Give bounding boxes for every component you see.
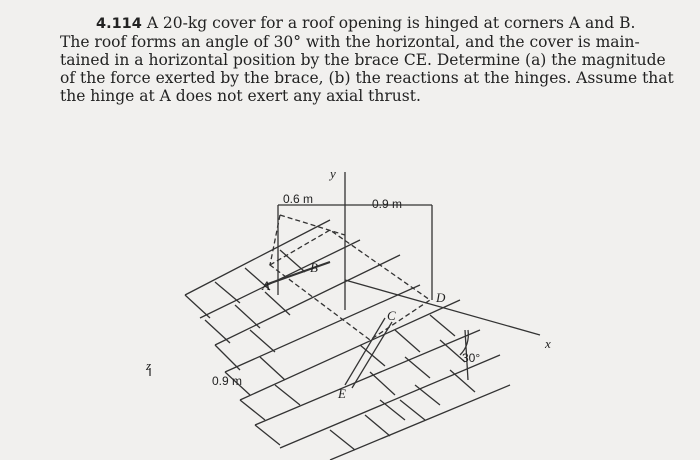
point-e-label: E xyxy=(338,386,346,401)
problem-line-3: tained in a horizontal position by the brace CE. Determine (a) the magnitude xyxy=(60,51,666,69)
x-axis xyxy=(345,280,540,335)
dim-label-0-9-top: 0.9 m xyxy=(372,197,403,211)
dim-label-0-9-bottom: 0.9 m xyxy=(212,374,243,388)
problem-number: 4.114 xyxy=(96,16,142,32)
axis-y-label: y xyxy=(330,166,336,181)
problem-line-5: the hinge at A does not exert any axial thrust. xyxy=(60,87,421,105)
problem-line-1: 4.114 A 20-kg cover for a roof opening is hinged at corners A and B. xyxy=(96,14,636,32)
point-a-label: A xyxy=(262,278,270,293)
point-b-label: B xyxy=(310,260,318,275)
dim-label-0-6: 0.6 m xyxy=(283,192,314,206)
roof-tiles xyxy=(185,220,510,460)
problem-line-2: The roof forms an angle of 30° with the horizontal, and the cover is main- xyxy=(60,33,640,51)
axis-z-label: z xyxy=(146,358,152,373)
problem-statement xyxy=(60,14,674,105)
angle-label: 30° xyxy=(462,351,481,365)
point-c-label: C xyxy=(387,308,396,323)
point-d-label: D xyxy=(436,290,446,305)
axis-x-label: x xyxy=(545,336,551,351)
cover-plate xyxy=(270,215,430,340)
roof-cover-figure xyxy=(0,150,700,460)
problem-line-4: of the force exerted by the brace, (b) the reactions at the hinges. Assume that xyxy=(60,69,674,87)
